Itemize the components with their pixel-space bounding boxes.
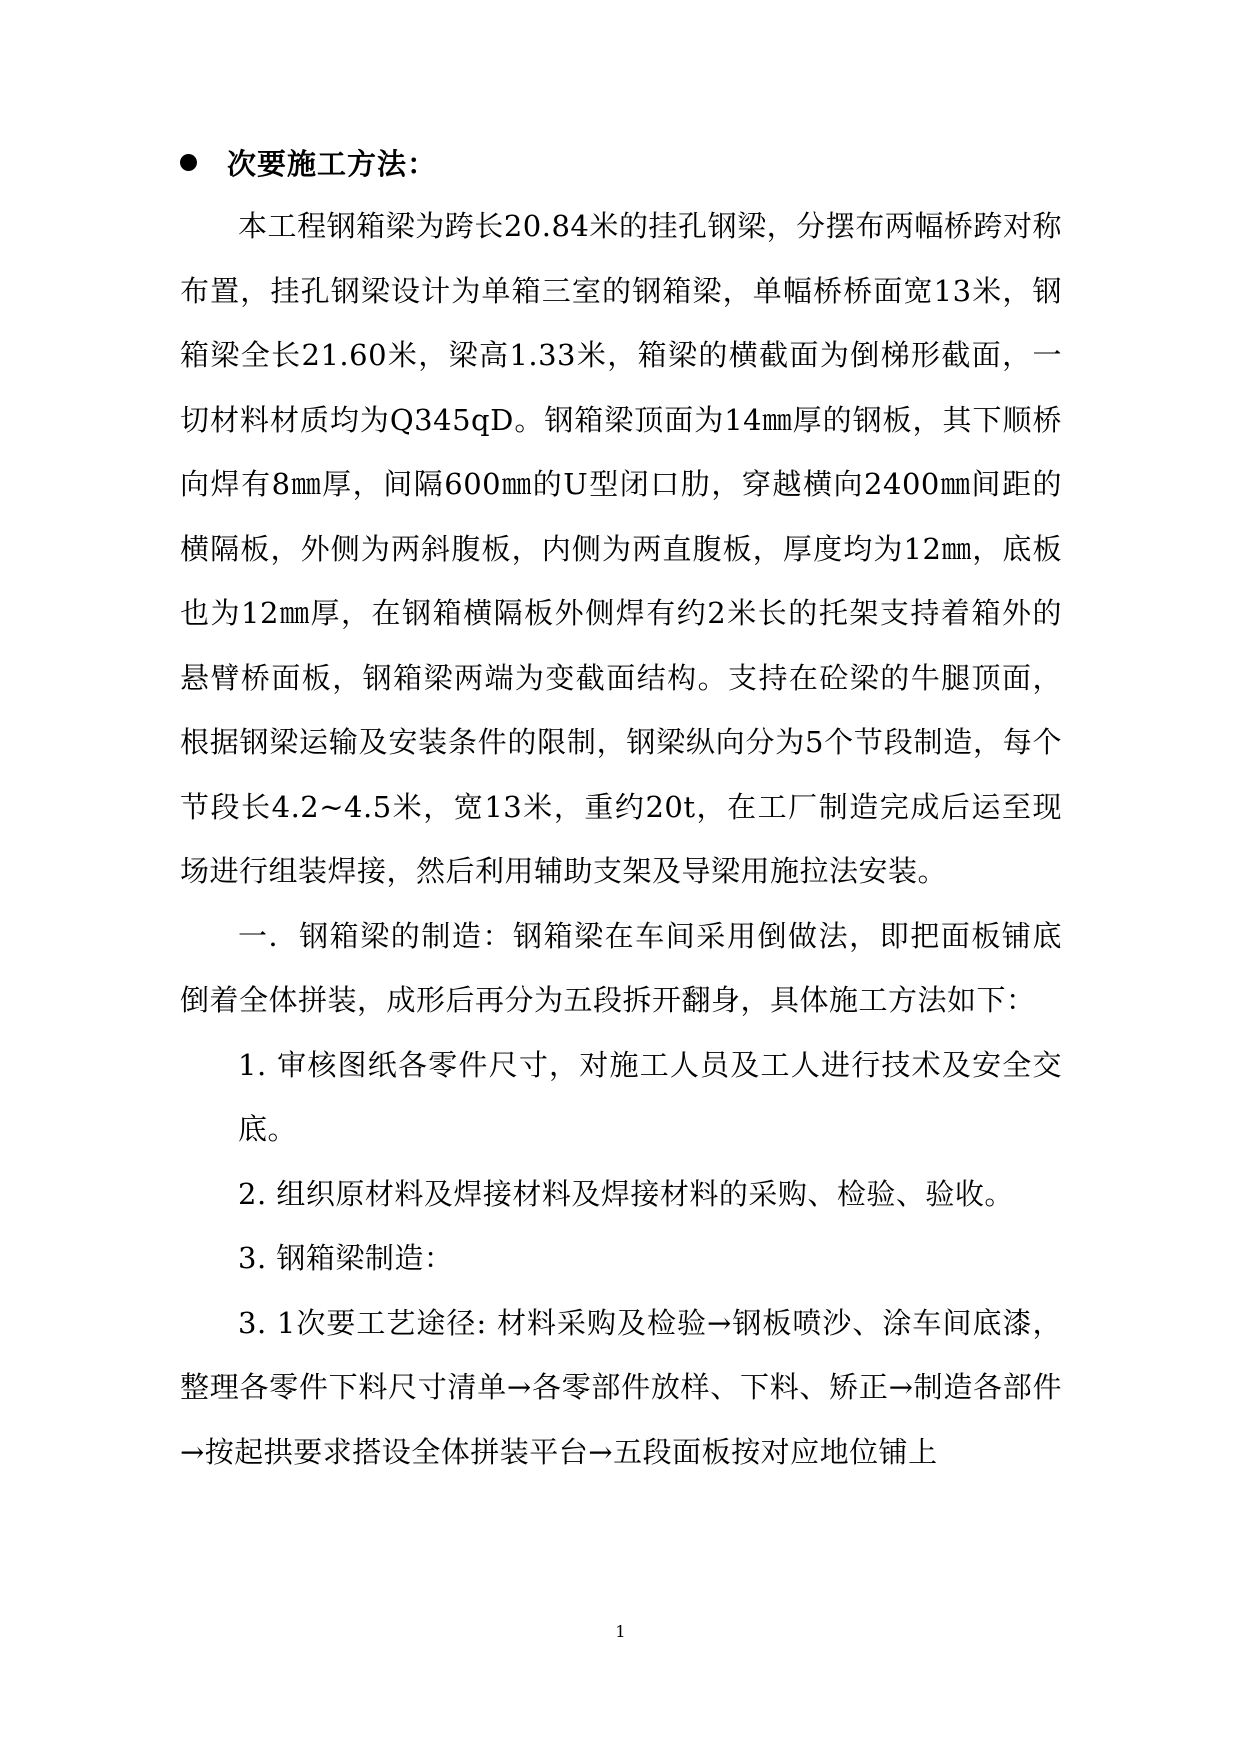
bullet-icon	[180, 154, 197, 171]
list-item-2: 2. 组织原材料及焊接材料及焊接材料的采购、检验、验收。	[238, 1176, 1014, 1211]
page-number: 1	[615, 1622, 626, 1641]
list-item-3: 3. 钢箱梁制造：	[238, 1241, 454, 1275]
paragraph-overview: 本工程钢箱梁为跨长20.84米的挂孔钢梁，分摆布两幅桥跨对称布置，挂孔钢梁设计为单箱三室的钢箱梁，单幅桥桥面宽13米，钢箱梁全长21.60米，梁高1.33米，箱梁的横截面为倒梯形截面，一切材料材质均为Q345qD。钢箱梁顶面为14㎜厚的钢板，其下顺桥向焊有8㎜厚，间隔600㎜的U型闭口肋，穿越横向2400㎜间距的横隔板，外侧为两斜腹板，内侧为两直腹板，厚度均为12㎜，底板也为12㎜厚，在钢箱横隔板外侧焊有约2米长的托架支持着箱外的悬臂桥面板，钢箱梁两端为变截面结构。支持在砼梁的牛腿顶面，根据钢梁运输及安装条件的限制，钢梁纵向分为5个节段制造，每个节段长4.2~4.5米，宽13米，重约20t，在工厂制造完成后运至现场进行组装焊接，然后利用辅助支架及导梁用施拉法安装。	[180, 209, 1062, 888]
section-heading	[180, 130, 1062, 194]
paragraph-process-route: 3. 1次要工艺途径: 材料采购及检验→钢板喷沙、涂车间底漆，整理各零件下料尺寸清单→各零部件放样、下料、矫正→制造各部件→按起拱要求搭设全体拼装平台→五段面板按对应地位铺上	[180, 1305, 1062, 1469]
section-heading-text: 次要施工方法：	[227, 146, 438, 181]
page-content	[180, 130, 1062, 1484]
paragraph-fabrication: 一．钢箱梁的制造：钢箱梁在车间采用倒做法，即把面板铺底倒着全体拼装，成形后再分为五段拆开翻身，具体施工方法如下：	[180, 918, 1062, 1017]
list-item-1: 1. 审核图纸各零件尺寸，对施工人员及工人进行技术及安全交底。	[238, 1047, 1062, 1146]
